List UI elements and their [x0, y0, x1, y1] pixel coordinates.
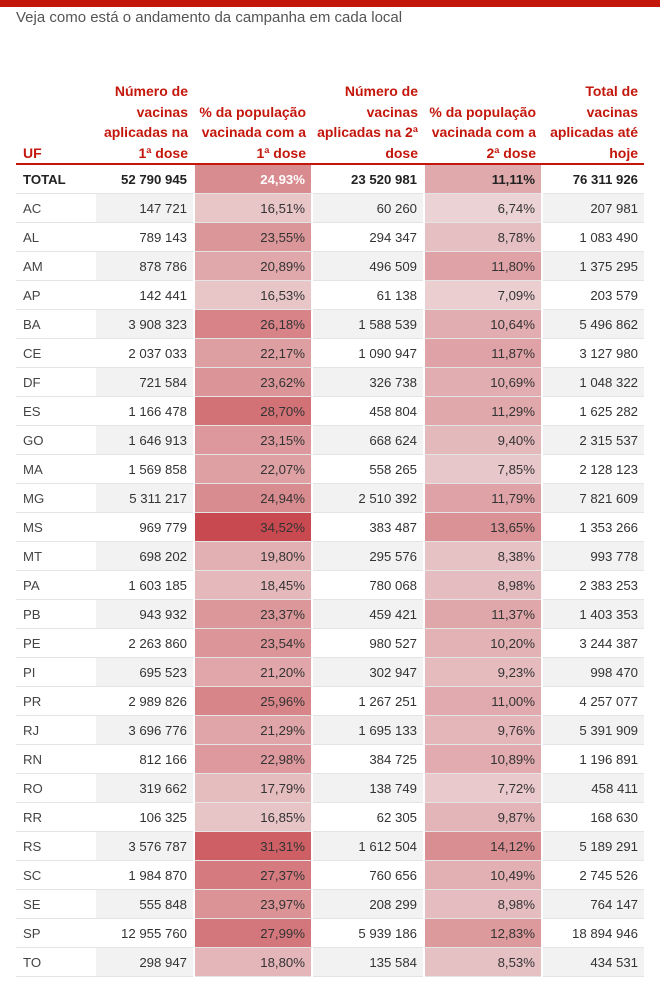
cell-total: 5 189 291	[542, 832, 644, 861]
cell-dose2: 1 267 251	[312, 687, 424, 716]
cell-pct2: 7,72%	[424, 774, 542, 803]
table-row	[16, 774, 644, 803]
table-row	[16, 716, 644, 745]
table-row	[16, 281, 644, 310]
header-pct1: % da população vacinada com a 1ª dose	[194, 52, 312, 164]
table-row	[16, 600, 644, 629]
cell-pct2: 9,87%	[424, 803, 542, 832]
cell-dose1: 1 166 478	[96, 397, 194, 426]
cell-dose1: 3 576 787	[96, 832, 194, 861]
cell-total: 18 894 946	[542, 919, 644, 948]
cell-total: 5 391 909	[542, 716, 644, 745]
cell-total: 4 257 077	[542, 687, 644, 716]
cell-dose2: 1 588 539	[312, 310, 424, 339]
cell-uf: MT	[16, 542, 96, 571]
cell-dose2: 1 695 133	[312, 716, 424, 745]
cell-dose2: 326 738	[312, 368, 424, 397]
cell-pct2: 10,89%	[424, 745, 542, 774]
cell-dose2: 668 624	[312, 426, 424, 455]
cell-pct1: 22,17%	[194, 339, 312, 368]
cell-dose1: 147 721	[96, 194, 194, 223]
cell-dose2: 302 947	[312, 658, 424, 687]
cell-total: 207 981	[542, 194, 644, 223]
cell-uf: PE	[16, 629, 96, 658]
cell-dose2: 383 487	[312, 513, 424, 542]
header-dose1: Número de vacinas aplicadas na 1ª dose	[96, 52, 194, 164]
cell-pct2: 11,29%	[424, 397, 542, 426]
table-row	[16, 252, 644, 281]
cell-pct1: 21,29%	[194, 716, 312, 745]
cell-pct1: 28,70%	[194, 397, 312, 426]
cell-total: 1 403 353	[542, 600, 644, 629]
cell-dose1: 3 696 776	[96, 716, 194, 745]
cell-dose1: 298 947	[96, 948, 194, 977]
cell-dose1: 695 523	[96, 658, 194, 687]
cell-dose1: 2 037 033	[96, 339, 194, 368]
table-row	[16, 948, 644, 977]
cell-uf: SP	[16, 919, 96, 948]
cell-total: 1 353 266	[542, 513, 644, 542]
cell-pct2: 13,65%	[424, 513, 542, 542]
cell-dose1: 969 779	[96, 513, 194, 542]
cell-total: 168 630	[542, 803, 644, 832]
table-row	[16, 397, 644, 426]
cell-dose2: 138 749	[312, 774, 424, 803]
cell-pct1: 17,79%	[194, 774, 312, 803]
cell-pct2: 8,78%	[424, 223, 542, 252]
cell-dose2: 558 265	[312, 455, 424, 484]
cell-total: 2 383 253	[542, 571, 644, 600]
cell-pct1: 31,31%	[194, 832, 312, 861]
cell-uf: MS	[16, 513, 96, 542]
cell-pct2: 8,38%	[424, 542, 542, 571]
cell-pct1: 25,96%	[194, 687, 312, 716]
cell-uf: BA	[16, 310, 96, 339]
cell-dose2: 459 421	[312, 600, 424, 629]
cell-dose1: 142 441	[96, 281, 194, 310]
cell-dose2: 295 576	[312, 542, 424, 571]
table-row	[16, 687, 644, 716]
cell-pct1: 24,93%	[194, 164, 312, 194]
table-header-row	[16, 52, 644, 164]
cell-total: 998 470	[542, 658, 644, 687]
cell-uf: TOTAL	[16, 164, 96, 194]
cell-uf: AL	[16, 223, 96, 252]
cell-total: 458 411	[542, 774, 644, 803]
cell-total: 2 315 537	[542, 426, 644, 455]
cell-dose1: 12 955 760	[96, 919, 194, 948]
table-row	[16, 426, 644, 455]
cell-pct1: 23,97%	[194, 890, 312, 919]
table-row	[16, 223, 644, 252]
cell-pct2: 10,20%	[424, 629, 542, 658]
table-row	[16, 832, 644, 861]
cell-pct1: 23,55%	[194, 223, 312, 252]
cell-total: 1 375 295	[542, 252, 644, 281]
cell-dose1: 878 786	[96, 252, 194, 281]
cell-dose1: 721 584	[96, 368, 194, 397]
table-row	[16, 310, 644, 339]
cell-dose2: 1 612 504	[312, 832, 424, 861]
cell-total: 7 821 609	[542, 484, 644, 513]
cell-dose2: 208 299	[312, 890, 424, 919]
table-total-row	[16, 164, 644, 194]
cell-total: 764 147	[542, 890, 644, 919]
cell-pct1: 27,37%	[194, 861, 312, 890]
table-row	[16, 571, 644, 600]
cell-total: 1 048 322	[542, 368, 644, 397]
cell-pct1: 16,51%	[194, 194, 312, 223]
cell-uf: RS	[16, 832, 96, 861]
header-pct2: % da população vacinada com a 2ª dose	[424, 52, 542, 164]
cell-uf: RJ	[16, 716, 96, 745]
cell-pct2: 11,80%	[424, 252, 542, 281]
cell-pct1: 21,20%	[194, 658, 312, 687]
cell-pct1: 26,18%	[194, 310, 312, 339]
cell-uf: PI	[16, 658, 96, 687]
cell-uf: PA	[16, 571, 96, 600]
cell-pct1: 16,85%	[194, 803, 312, 832]
cell-pct1: 24,94%	[194, 484, 312, 513]
table-row	[16, 745, 644, 774]
vaccination-table	[16, 52, 644, 977]
cell-pct1: 22,07%	[194, 455, 312, 484]
cell-pct2: 9,40%	[424, 426, 542, 455]
cell-dose2: 135 584	[312, 948, 424, 977]
table-row	[16, 455, 644, 484]
cell-uf: RR	[16, 803, 96, 832]
cell-dose1: 1 646 913	[96, 426, 194, 455]
cell-pct2: 6,74%	[424, 194, 542, 223]
table-row	[16, 484, 644, 513]
cell-uf: PB	[16, 600, 96, 629]
cell-total: 2 745 526	[542, 861, 644, 890]
cell-pct2: 14,12%	[424, 832, 542, 861]
cell-pct1: 19,80%	[194, 542, 312, 571]
cell-dose1: 5 311 217	[96, 484, 194, 513]
cell-total: 3 127 980	[542, 339, 644, 368]
cell-pct2: 11,87%	[424, 339, 542, 368]
cell-pct1: 18,80%	[194, 948, 312, 977]
header-uf: UF	[16, 52, 96, 164]
cell-dose2: 61 138	[312, 281, 424, 310]
cell-dose1: 1 569 858	[96, 455, 194, 484]
cell-uf: PR	[16, 687, 96, 716]
cell-dose2: 760 656	[312, 861, 424, 890]
cell-pct2: 11,11%	[424, 164, 542, 194]
cell-dose2: 60 260	[312, 194, 424, 223]
cell-total: 5 496 862	[542, 310, 644, 339]
cell-uf: ES	[16, 397, 96, 426]
table-row	[16, 339, 644, 368]
cell-pct1: 22,98%	[194, 745, 312, 774]
table-row	[16, 542, 644, 571]
cell-pct2: 8,98%	[424, 890, 542, 919]
cell-pct2: 8,98%	[424, 571, 542, 600]
cell-total: 993 778	[542, 542, 644, 571]
cell-dose1: 2 263 860	[96, 629, 194, 658]
cell-uf: AP	[16, 281, 96, 310]
cell-uf: MG	[16, 484, 96, 513]
cell-total: 203 579	[542, 281, 644, 310]
cell-pct1: 27,99%	[194, 919, 312, 948]
cell-total: 1 625 282	[542, 397, 644, 426]
table-row	[16, 803, 644, 832]
table-row	[16, 194, 644, 223]
cell-uf: SE	[16, 890, 96, 919]
cell-dose1: 52 790 945	[96, 164, 194, 194]
table-row	[16, 658, 644, 687]
cell-pct1: 23,62%	[194, 368, 312, 397]
cell-dose2: 62 305	[312, 803, 424, 832]
cell-dose1: 555 848	[96, 890, 194, 919]
cell-pct2: 8,53%	[424, 948, 542, 977]
cell-uf: AM	[16, 252, 96, 281]
cell-dose1: 1 603 185	[96, 571, 194, 600]
top-accent-bar	[0, 0, 660, 7]
table-body	[16, 164, 644, 977]
cell-dose1: 943 932	[96, 600, 194, 629]
cell-pct2: 9,76%	[424, 716, 542, 745]
cell-dose2: 23 520 981	[312, 164, 424, 194]
cell-uf: GO	[16, 426, 96, 455]
cell-dose2: 2 510 392	[312, 484, 424, 513]
cell-dose1: 2 989 826	[96, 687, 194, 716]
cell-pct1: 23,15%	[194, 426, 312, 455]
cell-uf: CE	[16, 339, 96, 368]
cell-dose1: 106 325	[96, 803, 194, 832]
cell-uf: DF	[16, 368, 96, 397]
cell-pct1: 18,45%	[194, 571, 312, 600]
cell-dose1: 812 166	[96, 745, 194, 774]
cell-uf: RN	[16, 745, 96, 774]
table-row	[16, 513, 644, 542]
cell-pct2: 11,37%	[424, 600, 542, 629]
cell-total: 76 311 926	[542, 164, 644, 194]
cell-dose1: 789 143	[96, 223, 194, 252]
cell-pct1: 34,52%	[194, 513, 312, 542]
cell-uf: MA	[16, 455, 96, 484]
cell-dose2: 384 725	[312, 745, 424, 774]
cell-pct1: 23,37%	[194, 600, 312, 629]
cell-uf: SC	[16, 861, 96, 890]
cell-dose1: 698 202	[96, 542, 194, 571]
cell-pct1: 20,89%	[194, 252, 312, 281]
table-subtitle: Veja como está o andamento da campanha em cada local	[16, 9, 403, 26]
cell-total: 434 531	[542, 948, 644, 977]
header-total: Total de vacinas aplicadas até hoje	[542, 52, 644, 164]
cell-dose2: 980 527	[312, 629, 424, 658]
cell-pct1: 16,53%	[194, 281, 312, 310]
cell-pct1: 23,54%	[194, 629, 312, 658]
table-row	[16, 368, 644, 397]
header-dose2: Número de vacinas aplicadas na 2ª dose	[312, 52, 424, 164]
table-row	[16, 890, 644, 919]
cell-pct2: 10,49%	[424, 861, 542, 890]
cell-uf: RO	[16, 774, 96, 803]
cell-pct2: 11,79%	[424, 484, 542, 513]
cell-total: 2 128 123	[542, 455, 644, 484]
cell-dose2: 5 939 186	[312, 919, 424, 948]
cell-pct2: 11,00%	[424, 687, 542, 716]
cell-dose2: 294 347	[312, 223, 424, 252]
cell-pct2: 12,83%	[424, 919, 542, 948]
cell-pct2: 9,23%	[424, 658, 542, 687]
cell-dose2: 1 090 947	[312, 339, 424, 368]
cell-total: 1 083 490	[542, 223, 644, 252]
cell-uf: AC	[16, 194, 96, 223]
cell-dose2: 496 509	[312, 252, 424, 281]
cell-pct2: 7,85%	[424, 455, 542, 484]
cell-dose1: 319 662	[96, 774, 194, 803]
cell-uf: TO	[16, 948, 96, 977]
cell-pct2: 7,09%	[424, 281, 542, 310]
cell-dose2: 458 804	[312, 397, 424, 426]
cell-total: 3 244 387	[542, 629, 644, 658]
table-row	[16, 861, 644, 890]
cell-dose1: 3 908 323	[96, 310, 194, 339]
cell-pct2: 10,64%	[424, 310, 542, 339]
table-row	[16, 919, 644, 948]
cell-pct2: 10,69%	[424, 368, 542, 397]
cell-total: 1 196 891	[542, 745, 644, 774]
cell-dose2: 780 068	[312, 571, 424, 600]
table-row	[16, 629, 644, 658]
cell-dose1: 1 984 870	[96, 861, 194, 890]
